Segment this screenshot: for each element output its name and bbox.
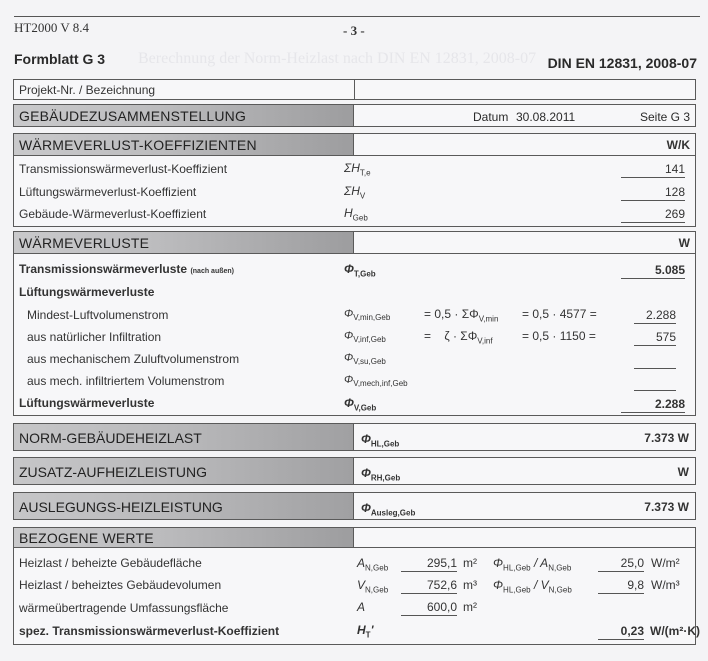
coef-value-ventilation: 128 (621, 185, 685, 201)
spec-value: 0,23 (598, 624, 644, 640)
related-value-area: 295,1 (401, 556, 457, 572)
vent-label-su: aus mechanischem Zuluftvolumenstrom (27, 352, 240, 366)
coefficients-title: WÄRMEVERLUST-KOEFFIZIENTEN (14, 134, 354, 156)
transmission-loss-label: Transmissionswärmeverluste (nach außen) (19, 262, 234, 276)
project-row (13, 79, 696, 100)
divider (354, 547, 695, 548)
related-label-volume: Heizlast / beheiztes Gebäudevolumen (19, 578, 222, 592)
norm-load-title: NORM-GEBÄUDEHEIZLAST (14, 424, 354, 450)
unit: m² (463, 600, 477, 614)
ratio-symbol: $\Phi_{HL,Geb} / A_{N,Geb}$ (493, 556, 572, 573)
related-title: BEZOGENE WERTE (14, 528, 354, 548)
unit: W/m³ (651, 578, 680, 592)
ht-symbol: $H_T'$ (357, 623, 374, 640)
divider (354, 80, 355, 99)
coef-symbol: $\Sigma H_V$ (344, 184, 366, 201)
reheat-section (13, 457, 696, 485)
header-rule (14, 16, 700, 17)
coef-value-building: 269 (621, 207, 685, 223)
phi-symbol: $\Phi_{V,su,Geb}$ (344, 352, 386, 367)
date-label: Datum (473, 110, 509, 124)
vent-value-mech-inf (634, 375, 676, 391)
unit: W/(m²·K) (650, 624, 700, 638)
design-title: AUSLEGUNGS-HEIZLEISTUNG (14, 493, 354, 519)
phi-symbol: $\Phi_{V,Geb}$ (344, 396, 377, 413)
spec-label: spez. Transmissionswärmeverlust-Koeffizient (19, 624, 280, 638)
date-value: 30.08.2011 (516, 110, 576, 124)
related-ratio-area: 25,0 (598, 556, 644, 572)
phi-symbol: $\Phi_{RH,Geb}$ (361, 466, 401, 483)
design-section (13, 492, 696, 520)
related-value-volume: 752,6 (401, 578, 457, 594)
coef-label-ventilation: Lüftungswärmeverlust-Koeffizient (19, 185, 197, 199)
volume-symbol: $V_{N,Geb}$ (357, 578, 389, 595)
project-label: Projekt-Nr. / Bezeichnung (19, 83, 156, 97)
form-title: Formblatt G 3 (14, 51, 106, 67)
vent-value-min: 2.288 (634, 308, 676, 324)
summary-section (13, 104, 696, 127)
phi-symbol: $\Phi_{HL,Geb}$ (361, 432, 400, 449)
unit: m³ (463, 578, 477, 592)
coefficients-section (13, 133, 696, 227)
related-label-area: Heizlast / beheizte Gebäudefläche (19, 556, 202, 570)
coef-label-transmission: Transmissionswärmeverlust-Koeffizient (19, 162, 228, 176)
software-version: HT2000 V 8.4 (14, 20, 89, 35)
formula-inf-calc: = 0,5 · 1150 = (522, 329, 596, 343)
related-section (13, 527, 700, 645)
coef-label-building: Gebäude-Wärmeverlust-Koeffizient (19, 207, 207, 221)
summary-title: GEBÄUDEZUSAMMENSTELLUNG (14, 105, 354, 126)
transmission-loss-value: 5.085 (621, 263, 685, 279)
vent-label-mech-inf: aus mech. infiltriertem Volumenstrom (27, 374, 225, 388)
design-value: 7.373 W (644, 500, 689, 514)
page-label: Seite G 3 (639, 110, 690, 124)
ventilation-heading: Lüftungswärmeverluste (19, 285, 155, 299)
reheat-title: ZUSATZ-AUFHEIZLEISTUNG (14, 458, 354, 484)
vent-value-inf: 575 (634, 330, 676, 346)
formula-min: = $0,5 \cdot \Sigma\Phi_{V,min}$ (424, 307, 499, 324)
norm-load-value: 7.373 W (644, 431, 689, 445)
losses-title: WÄRMEVERLUSTE (14, 232, 354, 254)
ventilation-total-value: 2.288 (621, 397, 685, 413)
ventilation-total-label: Lüftungswärmeverluste (19, 396, 155, 410)
formula-min-calc: = 0,5 · 4577 = (522, 307, 597, 321)
formula-inf: = $\zeta \cdot \Sigma\Phi_{V,inf}$ (424, 329, 493, 346)
related-value-envelope: 600,0 (401, 600, 457, 616)
losses-unit: W (678, 236, 690, 250)
phi-symbol: $\Phi_{V,inf,Geb}$ (344, 330, 386, 345)
standard-label: DIN EN 12831, 2008-07 (547, 55, 697, 71)
vent-value-su (634, 353, 676, 369)
unit: W/m² (651, 556, 680, 570)
watermark: Berechnung der Norm-Heizlast nach DIN EN 12831, 2008-07 (138, 50, 537, 67)
coef-symbol: $H_{Geb}$ (344, 206, 368, 223)
vent-label-min: Mindest-Luftvolumenstrom (27, 308, 169, 322)
related-label-envelope: wärmeübertragende Umfassungsfläche (19, 601, 229, 615)
area-symbol: $A_{N,Geb}$ (357, 556, 389, 573)
coef-symbol: $\Sigma H_{T,e}$ (344, 161, 371, 178)
vent-label-inf: aus natürlicher Infiltration (27, 330, 162, 344)
reheat-value: W (677, 465, 689, 479)
norm-load-section (13, 423, 696, 451)
divider (354, 253, 695, 254)
coefficients-unit: W/K (666, 138, 690, 152)
divider (354, 155, 695, 156)
phi-symbol: $\Phi_{V,min,Geb}$ (344, 308, 391, 323)
page-number: - 3 - (343, 23, 365, 38)
ratio-symbol: $\Phi_{HL,Geb} / V_{N,Geb}$ (493, 578, 572, 595)
related-ratio-volume: 9,8 (598, 578, 644, 594)
unit: m² (463, 556, 477, 570)
phi-symbol: $\Phi_{V,mech,inf,Geb}$ (344, 374, 408, 389)
losses-section (13, 231, 696, 416)
envelope-symbol: A (357, 600, 366, 614)
coef-value-transmission: 141 (621, 162, 685, 178)
phi-symbol: $\Phi_{T,Geb}$ (344, 262, 376, 279)
phi-symbol: $\Phi_{Ausleg,Geb}$ (361, 501, 416, 518)
